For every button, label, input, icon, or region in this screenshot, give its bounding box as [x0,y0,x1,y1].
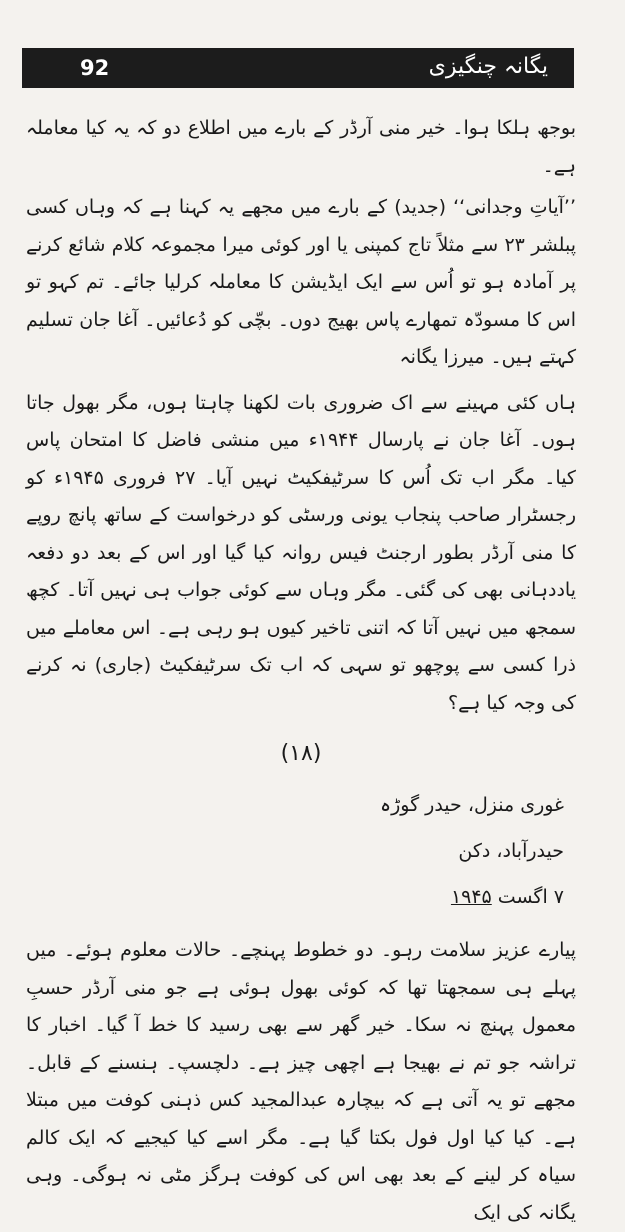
paragraph-1: بوجھ ہلکا ہوا۔ خیر منی آرڈر کے بارے میں اطلاع دو کہ یہ کیا معاملہ ہے۔ [26,117,576,177]
address-line-1: غوری منزل، حیدر گوڑہ [379,794,564,816]
date-day-month: ۷ اگست [491,886,564,908]
letter-date [26,874,564,920]
paragraph-2: ’’آیاتِ وجدانی‘‘ (جدید) کے بارے میں مجھے یہ کہنا ہے کہ وہاں کسی پبلشر ۲۳ سے مثلاً تاج کمپنی یا اور کوئی میرا مجموعہ کلام شائع کرنے پر آمادہ ہو تو اُس سے ایک ایڈیشن کا معاملہ کرلیا جائے۔ تم کہو تو اس کا مسودّہ تمھارے پاس بھیج دوں۔ بچّی کو دُعائیں۔ آغا جان تسلیم کہتے ہیں۔ میرزا یگانہ [26,196,576,368]
address-line-2: حیدرآباد، دکن [458,840,564,862]
paragraph-3: ہاں کئی مہینے سے اک ضروری بات لکھنا چاہتا ہوں، مگر بھول جاتا ہوں۔ آغا جان نے پارسال ۱۹۴۴ء میں منشی فاضل کا امتحان پاس کیا۔ مگر اب تک اُس کا سرٹیفکیٹ نہیں آیا۔ ۲۷ فروری ۱۹۴۵ء کو رجسٹرار صاحب پنجاب یونی ورسٹی کو درخواست کے ساتھ پانچ روپے کا منی آرڈر بطور ارجنٹ فیس روانہ کیا گیا اور اس کے بعد دو دفعہ یاددہانی بھی کی گئی۔ مگر وہاں سے کوئی جواب ہی نہیں آتا۔ کچھ سمجھ میں نہیں آتا کہ اتنی تاخیر کیوں ہو رہی ہے۔ اس معاملے میں ذرا کسی سے پوچھو تو سہی کہ اب تک سرٹیفکیٹ (جاری) نہ کرنے کی وجہ کیا ہے؟ [26,391,576,714]
running-title: یگانہ چنگیزی [428,54,548,79]
date-year: ۱۹۴۵ [450,886,492,908]
section-number: (۱۸) [280,741,322,766]
page-content [26,110,576,1232]
letter-body: پیارے عزیز سلامت رہو۔ دو خطوط پہنچے۔ حالات معلوم ہوئے۔ میں پہلے ہی سمجھتا تھا کہ کوئی بھول ہوئی ہے جو منی آرڈر حسبِ معمول پہنچ نہ سکا۔ خیر گھر سے بھی رسید کا خط آ گیا۔ اخبار کا تراشہ جو تم نے بھیجا ہے اچھی چیز ہے۔ دلچسپ۔ ہنسنے کے قابل۔ مجھے تو یہ آتی ہے کہ بیچارہ عبدالمجید کس ذہنی کوفت میں مبتلا ہے۔ کیا کیا اول فول بکتا گیا ہے۔ مگر اسے کیا کیجیے کہ ایک کالم سیاہ کر لینے کے بعد بھی اس کی کوفت ہرگز مٹی نہ ہوگی۔ وہی یگانہ کی ایک [26,939,576,1224]
page-header [22,48,574,88]
page-number: 92 [80,56,110,80]
letter-address-block [26,782,576,920]
